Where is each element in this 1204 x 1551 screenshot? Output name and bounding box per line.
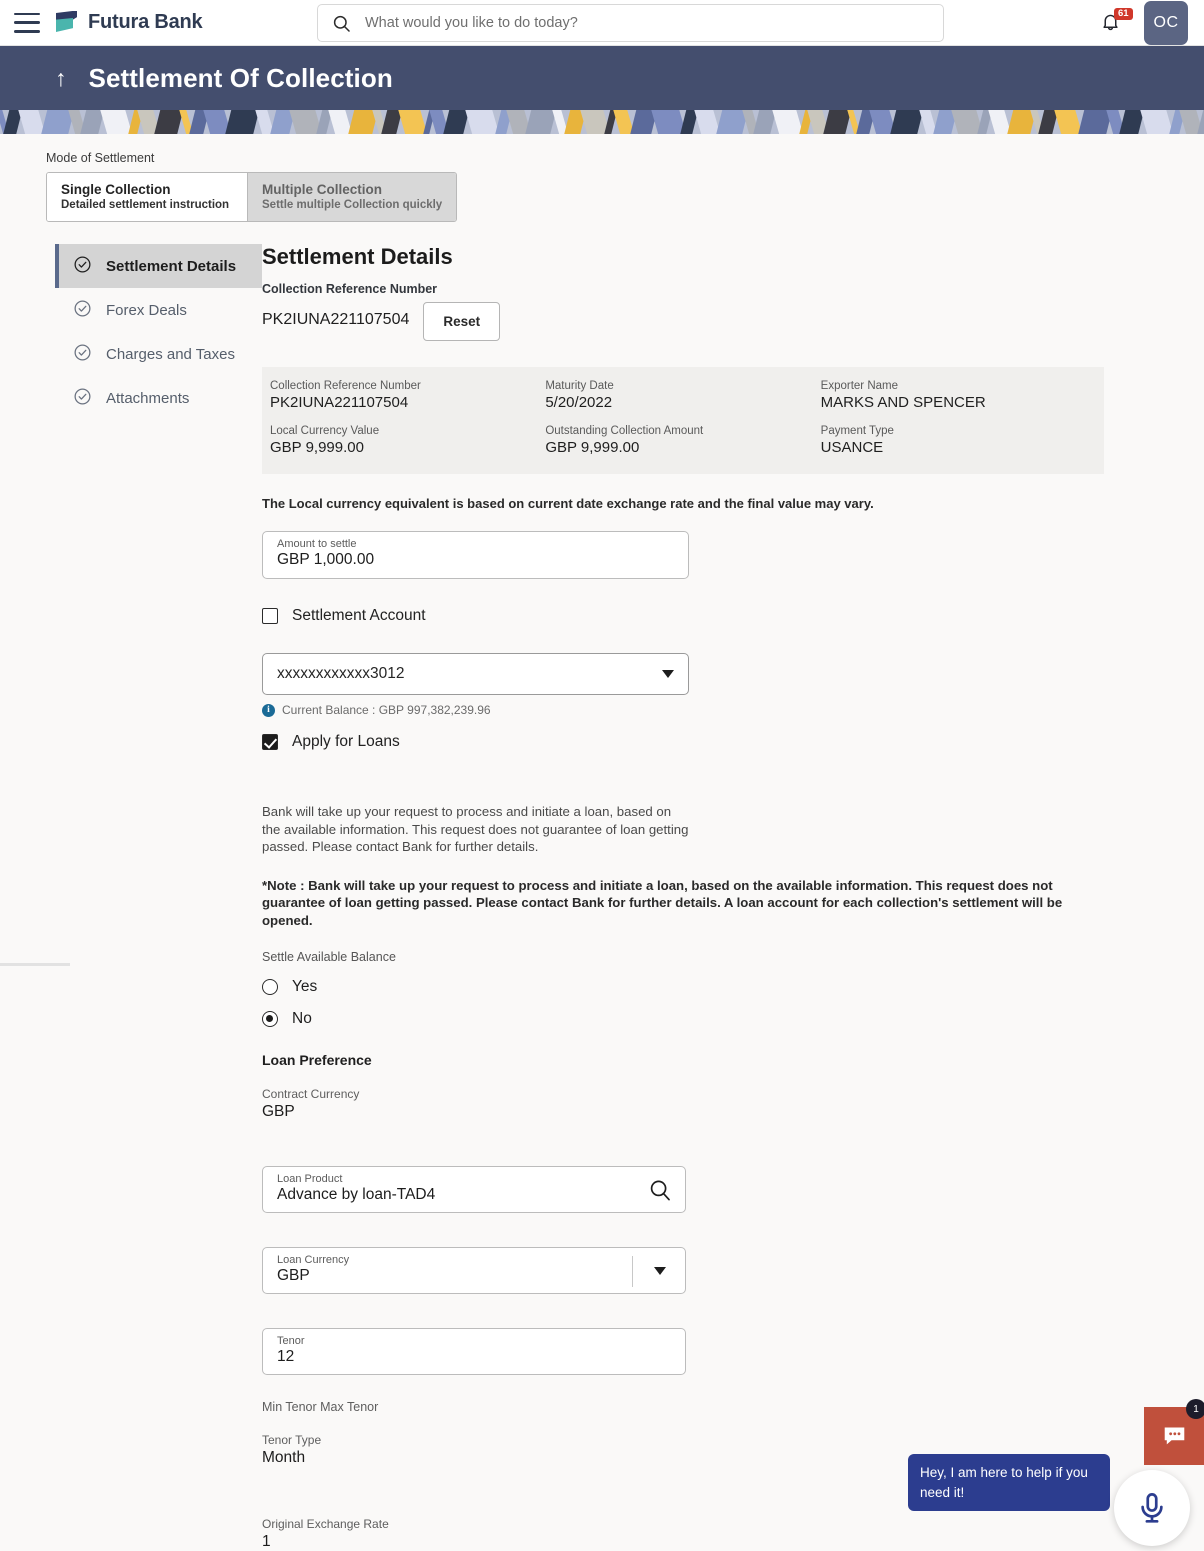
exchange-rate-note: The Local currency equivalent is based on current date exchange rate and the final value may vary. bbox=[262, 496, 874, 511]
summary-field bbox=[821, 425, 1096, 456]
reset-button[interactable]: Reset bbox=[423, 302, 500, 341]
collection-reference-row bbox=[262, 302, 1164, 341]
field-divider bbox=[632, 1256, 633, 1287]
summary-value: PK2IUNA221107504 bbox=[270, 394, 409, 411]
global-search[interactable] bbox=[317, 4, 944, 42]
notifications-button[interactable] bbox=[1100, 7, 1129, 35]
tenor-field[interactable] bbox=[262, 1328, 686, 1375]
loan-preference-heading: Loan Preference bbox=[262, 1052, 372, 1069]
mode-option-subtitle: Detailed settlement instruction bbox=[61, 199, 230, 211]
sidebar-item-label: Settlement Details bbox=[106, 257, 237, 275]
summary-field bbox=[545, 425, 820, 456]
page-title: Settlement Of Collection bbox=[88, 62, 393, 93]
amount-to-settle-label: Amount to settle bbox=[277, 538, 357, 550]
info-icon: i bbox=[262, 704, 275, 717]
original-exchange-rate-label: Original Exchange Rate bbox=[262, 1517, 389, 1532]
settle-balance-option-yes[interactable] bbox=[262, 978, 1164, 996]
loan-currency-field[interactable] bbox=[262, 1247, 686, 1294]
chat-widget-button[interactable] bbox=[1144, 1403, 1204, 1465]
settlement-account-checkbox[interactable] bbox=[262, 608, 278, 624]
check-circle-icon bbox=[73, 299, 92, 322]
back-arrow-icon[interactable]: ↑ bbox=[55, 64, 67, 91]
radio-yes[interactable] bbox=[262, 979, 278, 995]
tenor-label: Tenor bbox=[277, 1335, 305, 1348]
summary-key: Payment Type bbox=[820, 425, 894, 437]
page-header bbox=[0, 46, 1204, 110]
mode-option-title: Multiple Collection bbox=[262, 182, 382, 197]
summary-key: Local Currency Value bbox=[270, 425, 380, 437]
min-max-tenor-label: Min Tenor Max Tenor bbox=[262, 1400, 379, 1415]
account-select-value: xxxxxxxxxxxx3012 bbox=[277, 665, 405, 682]
amount-to-settle-value: GBP 1,000.00 bbox=[277, 551, 375, 568]
step-sidebar bbox=[0, 244, 262, 1551]
summary-value: 5/20/2022 bbox=[545, 394, 613, 411]
brand-name: Futura Bank bbox=[88, 11, 203, 33]
current-balance-text: Current Balance : GBP 997,382,239.96 bbox=[282, 703, 491, 717]
top-bar-actions bbox=[1100, 1, 1190, 45]
futura-bank-logo-icon bbox=[54, 11, 79, 34]
mode-option-single-collection[interactable] bbox=[47, 173, 247, 221]
section-heading: Settlement Details bbox=[262, 244, 453, 269]
settle-balance-option-no[interactable] bbox=[262, 1010, 1164, 1028]
top-navigation-bar bbox=[0, 0, 1204, 46]
tenor-value: 12 bbox=[277, 1348, 295, 1366]
summary-field bbox=[270, 425, 545, 456]
contract-currency-field bbox=[262, 1087, 1164, 1121]
sidebar-item-attachments[interactable] bbox=[55, 376, 262, 420]
summary-key: Exporter Name bbox=[820, 380, 898, 392]
amount-to-settle-field[interactable] bbox=[262, 531, 689, 579]
left-divider bbox=[0, 963, 70, 966]
original-exchange-rate-value: 1 bbox=[262, 1533, 271, 1551]
summary-field bbox=[821, 380, 1096, 411]
assistant-bubble: Hey, I am here to help if you need it! bbox=[908, 1454, 1110, 1511]
mode-option-title: Single Collection bbox=[61, 182, 171, 197]
settlement-details-form bbox=[262, 244, 1204, 1551]
chat-bubble-icon bbox=[1161, 1424, 1188, 1449]
mode-option-multiple-collection[interactable] bbox=[247, 173, 456, 221]
loan-product-value: Advance by loan-TAD4 bbox=[277, 1186, 436, 1204]
apply-for-loans-checkbox-row[interactable] bbox=[262, 733, 1164, 751]
current-balance-row bbox=[262, 703, 1164, 717]
summary-value: USANCE bbox=[820, 439, 884, 456]
sidebar-item-label: Forex Deals bbox=[106, 301, 187, 319]
sidebar-item-settlement-details[interactable] bbox=[55, 244, 262, 288]
summary-field bbox=[545, 380, 820, 411]
summary-key: Maturity Date bbox=[545, 380, 614, 392]
check-circle-icon bbox=[73, 255, 92, 278]
loan-note: *Note : Bank will take up your request to process and initiate a loan, based on the available information. This request does not guarantee of loan getting passed. Please contact Bank for further details. A loan account for each collection's settlement will be opened. bbox=[262, 877, 1063, 928]
hamburger-menu-icon[interactable] bbox=[14, 13, 40, 33]
summary-value: GBP 9,999.00 bbox=[545, 439, 640, 456]
summary-value: MARKS AND SPENCER bbox=[820, 394, 986, 411]
brand-logo-group[interactable] bbox=[54, 11, 202, 34]
loan-paragraph: Bank will take up your request to process and initiate a loan, based on the available information. This request does not guarantee of loan getting passed. Please contact Bank for further details. bbox=[262, 804, 689, 855]
settle-available-balance-label: Settle Available Balance bbox=[262, 950, 396, 965]
mode-of-settlement-toggle bbox=[46, 172, 457, 222]
apply-for-loans-checkbox[interactable] bbox=[262, 734, 278, 750]
chat-badge: 1 bbox=[1186, 1399, 1204, 1419]
tenor-type-label: Tenor Type bbox=[262, 1433, 322, 1448]
account-select[interactable] bbox=[262, 653, 689, 695]
settlement-account-checkbox-row[interactable] bbox=[262, 607, 1164, 625]
summary-field bbox=[270, 380, 545, 411]
original-exchange-rate-field bbox=[262, 1517, 1164, 1551]
apply-for-loans-label: Apply for Loans bbox=[292, 733, 400, 750]
chevron-down-icon[interactable] bbox=[654, 1267, 666, 1275]
notification-badge: 61 bbox=[1114, 8, 1133, 20]
contract-currency-label: Contract Currency bbox=[262, 1087, 360, 1102]
settlement-account-label: Settlement Account bbox=[292, 607, 426, 624]
sidebar-item-label: Attachments bbox=[106, 389, 190, 407]
voice-assistant-button[interactable] bbox=[1114, 1470, 1190, 1546]
microphone-icon bbox=[1135, 1490, 1169, 1526]
user-avatar[interactable]: OC bbox=[1144, 1, 1188, 45]
loan-currency-label: Loan Currency bbox=[277, 1254, 350, 1267]
collection-reference-label: Collection Reference Number bbox=[262, 282, 438, 296]
search-icon[interactable] bbox=[648, 1178, 672, 1207]
collection-reference-value: PK2IUNA221107504 bbox=[262, 311, 410, 328]
collection-summary-panel bbox=[262, 367, 1104, 474]
summary-value: GBP 9,999.00 bbox=[270, 439, 364, 456]
radio-no-label: No bbox=[292, 1010, 312, 1028]
radio-yes-label: Yes bbox=[292, 978, 318, 996]
loan-product-label: Loan Product bbox=[277, 1173, 343, 1186]
sidebar-item-label: Charges and Taxes bbox=[106, 345, 235, 363]
loan-currency-value: GBP bbox=[277, 1267, 310, 1285]
loan-product-field[interactable] bbox=[262, 1166, 686, 1213]
search-input[interactable] bbox=[363, 14, 929, 32]
check-circle-icon bbox=[73, 343, 92, 366]
decorative-banner-strip bbox=[0, 110, 1204, 134]
page-content bbox=[0, 134, 1204, 1551]
chevron-down-icon bbox=[662, 670, 674, 678]
contract-currency-value: GBP bbox=[262, 1103, 295, 1121]
search-icon bbox=[332, 14, 351, 33]
mode-option-subtitle: Settle multiple Collection quickly bbox=[262, 199, 443, 211]
radio-no[interactable] bbox=[262, 1011, 278, 1027]
summary-key: Collection Reference Number bbox=[270, 380, 421, 392]
sidebar-item-charges-and-taxes[interactable] bbox=[55, 332, 262, 376]
summary-key: Outstanding Collection Amount bbox=[545, 425, 704, 437]
check-circle-icon bbox=[73, 387, 92, 410]
mode-of-settlement-label: Mode of Settlement bbox=[46, 151, 155, 165]
tenor-type-value: Month bbox=[262, 1449, 306, 1467]
sidebar-item-forex-deals[interactable] bbox=[55, 288, 262, 332]
